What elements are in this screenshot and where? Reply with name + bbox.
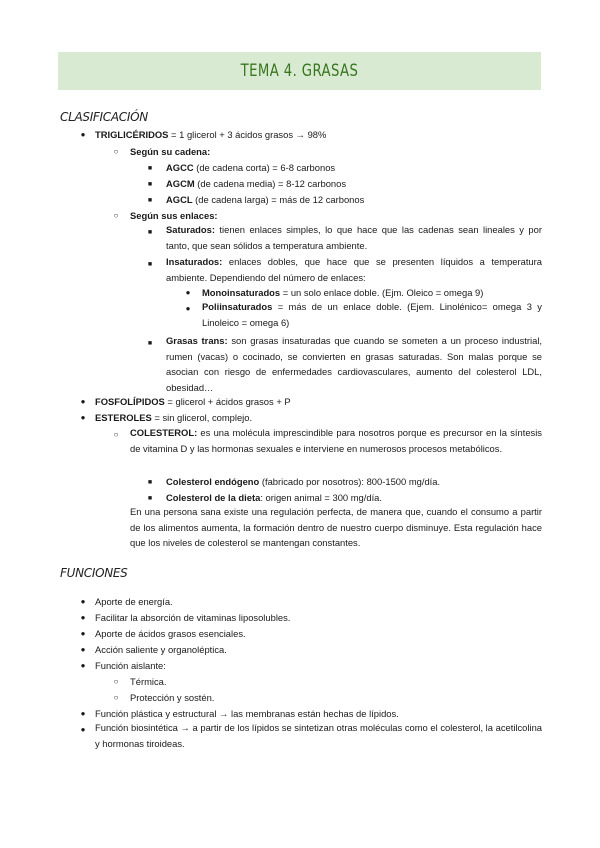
dieta-item: Colesterol de la dieta: origen animal = 300 mg/día.	[166, 492, 382, 503]
bullet-icon	[144, 226, 156, 239]
funcion-item: Facilitar la absorción de vitaminas liposolubles.	[95, 612, 291, 623]
regulacion-paragraph: En una persona sana existe una regulación perfecta, de manera que, cuando el consumo a partir de los alimentos aumenta, la formación dentro de nuestro cuerpo disminuye. Esta regulación hace que los niveles de colesterol se mantengan constantes.	[130, 506, 542, 549]
bullet-icon	[77, 724, 89, 736]
poli-item: Poliinsaturados = más de un enlace doble. (Ejem. Linolénico= omega 3 y Linoleico = omega 6)	[202, 301, 542, 328]
segun-cadena: Según su cadena:	[130, 146, 211, 157]
bullet-icon	[77, 644, 89, 656]
title-banner	[58, 52, 541, 90]
funcion-item: Acción saliente y organoléptica.	[95, 644, 227, 655]
funcion-item: Función aislante:	[95, 660, 166, 671]
bullet-icon	[182, 303, 194, 315]
bullet-icon	[144, 162, 156, 175]
funcion-item: Aporte de ácidos grasos esenciales.	[95, 628, 246, 639]
bullet-icon	[77, 708, 89, 720]
mono-item: Monoinsaturados = un solo enlace doble. (Ejm. Oleico = omega 9)	[202, 287, 484, 298]
funcion-plastica: Función plástica y estructural → las membranas están hechas de lípidos.	[95, 708, 399, 719]
bullet-icon	[144, 194, 156, 207]
aislante-sub-item: Protección y sostén.	[130, 692, 215, 703]
heading-clasificacion: CLASIFICACIÓN	[60, 110, 148, 124]
bullet-icon	[144, 476, 156, 489]
agcm-item: AGCM (de cadena media) = 8-12 carbonos	[166, 178, 347, 189]
bullet-icon	[110, 146, 122, 158]
colesterol-item: COLESTEROL: es una molécula imprescindible para nosotros porque es precursor en la síntesis de vitamina D y las hormonas sexuales e interviene en numerosos procesos metabólicos.	[130, 427, 542, 454]
fosfolipidos-item: FOSFOLÍPIDOS = glicerol + ácidos grasos + P	[95, 396, 291, 407]
trans-item: Grasas trans: son grasas insaturadas que cuando se someten a un proceso industrial, rumen (vacas) o cocinado, se convierten en grasas saturadas. Son malas porque se asocian con riesgo de enfermedades cardiovasculares, aumento del colesterol LDL, obesidad…	[166, 335, 543, 393]
esteroles-item: ESTEROLES = sin glicerol, complejo.	[95, 412, 253, 423]
bullet-icon	[144, 178, 156, 191]
bullet-icon	[77, 129, 89, 141]
endogeno-item: Colesterol endógeno (fabricado por nosotros): 800-1500 mg/día.	[166, 476, 441, 487]
bullet-icon	[110, 676, 122, 688]
insaturados-item: Insaturados: enlaces dobles, que hace que se presenten líquidos a temperatura ambiente. Dependiendo del número de enlaces:	[166, 256, 542, 283]
bullet-icon	[144, 258, 156, 271]
saturados-item: Saturados: tienen enlaces simples, lo que hace que las cadenas sean lineales y por tanto, que sean sólidos a temperatura ambiente.	[166, 224, 542, 251]
bullet-icon	[110, 692, 122, 704]
funcion-item: Aporte de energía.	[95, 596, 173, 607]
bullet-icon	[144, 337, 156, 350]
page-title: TEMA 4. GRASAS	[240, 61, 359, 81]
aislante-sub-item: Térmica.	[130, 676, 167, 687]
bullet-icon	[77, 660, 89, 672]
bullet-icon	[110, 429, 122, 441]
bullet-icon	[77, 612, 89, 624]
segun-enlaces: Según sus enlaces:	[130, 210, 218, 221]
bullet-icon	[77, 412, 89, 424]
agcl-item: AGCL (de cadena larga) = más de 12 carbonos	[166, 194, 365, 205]
funcion-biosintetica: Función biosintética → a partir de los lípidos se sintetizan otras moléculas como el colesterol, la acetilcolina y hormonas tiroideas.	[95, 722, 542, 749]
bullet-icon	[77, 396, 89, 408]
bullet-icon	[182, 287, 194, 299]
bullet-icon	[110, 210, 122, 222]
heading-funciones: FUNCIONES	[60, 566, 128, 580]
bullet-icon	[77, 628, 89, 640]
bullet-icon	[77, 596, 89, 608]
agcc-item: AGCC (de cadena corta) = 6-8 carbonos	[166, 162, 336, 173]
trigliceridos-item: TRIGLICÉRIDOS = 1 glicerol + 3 ácidos grasos → 98%	[95, 129, 327, 140]
